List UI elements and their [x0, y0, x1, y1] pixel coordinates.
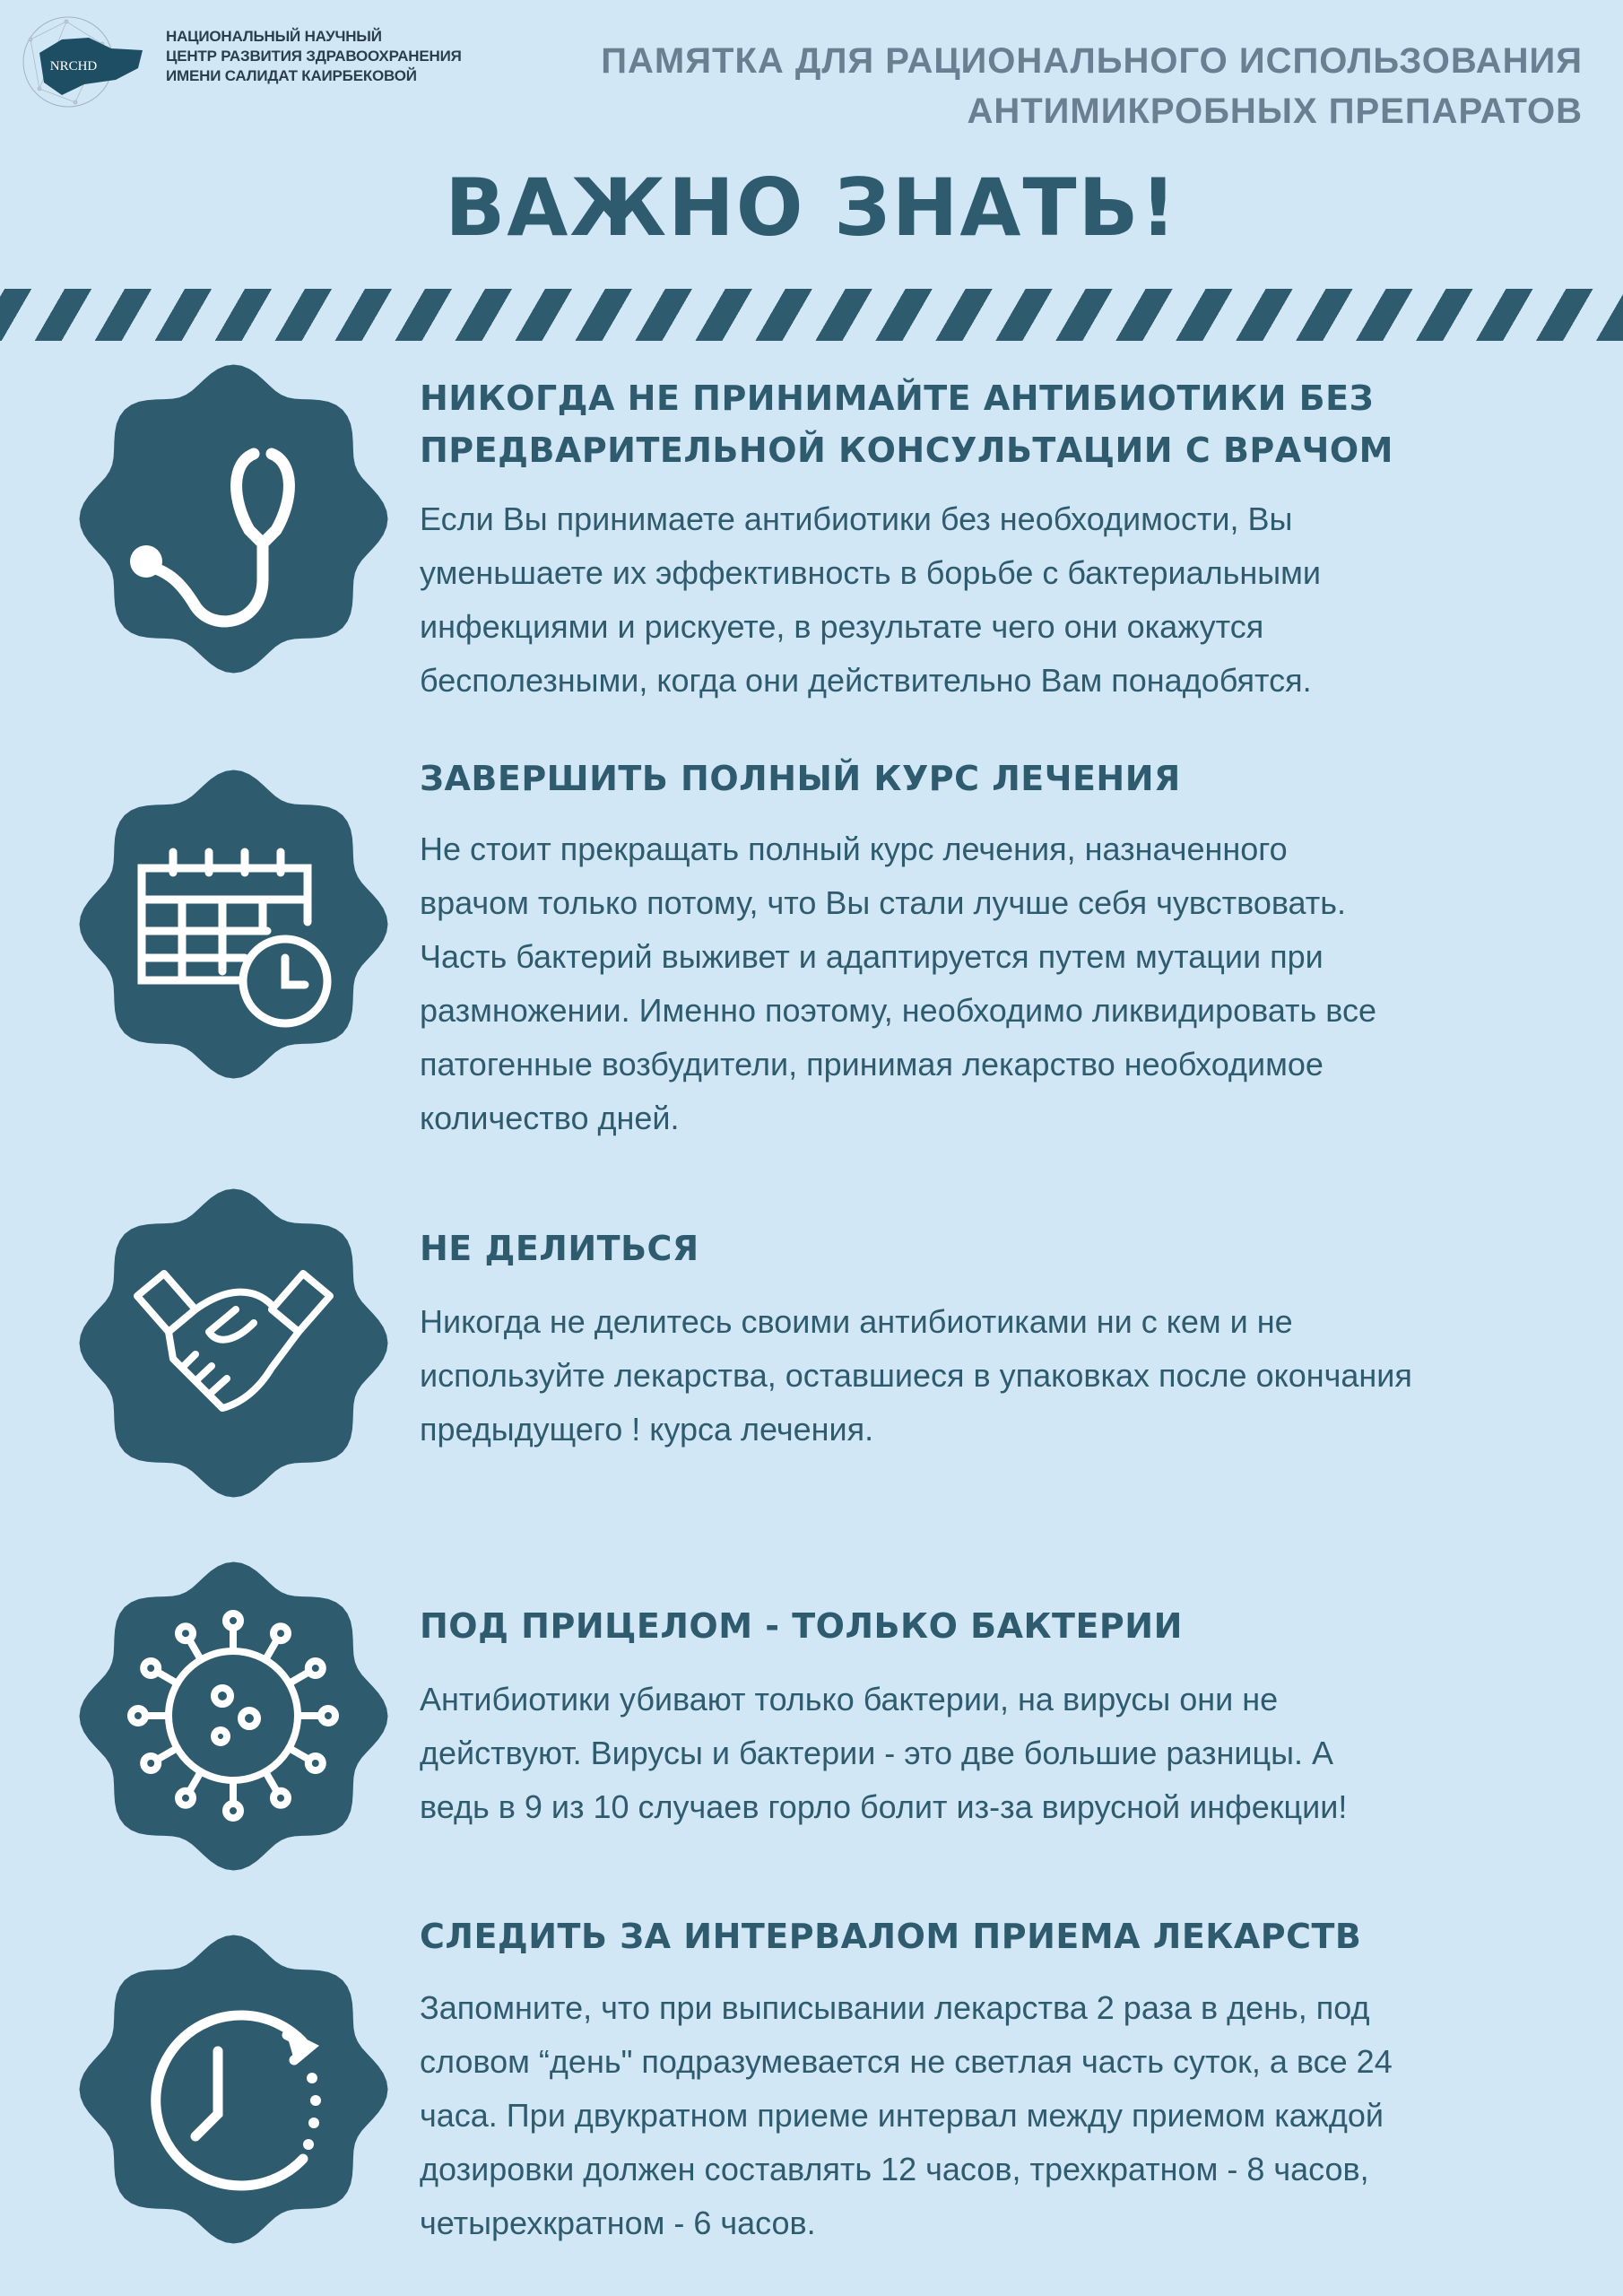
body-line: инфекциями и рискуете, в результате чего они окажутся: [420, 608, 1264, 645]
body-line: Если Вы принимаете антибиотики без необходимости, Вы: [420, 500, 1293, 537]
body-line: часа. При двукратном приеме интервал между приемом каждой: [420, 2097, 1384, 2134]
organization-name: [166, 27, 462, 86]
body-line: дозировки должен составлять 12 часов, трехкратном - 8 часов,: [420, 2151, 1369, 2187]
handshake-icon: [79, 1188, 388, 1498]
body-line: количество дней.: [420, 1100, 680, 1136]
heading-line: НЕ ДЕЛИТЬСЯ: [420, 1229, 699, 1268]
heading-line: ЗАВЕРШИТЬ ПОЛНЫЙ КУРС ЛЕЧЕНИЯ: [420, 759, 1181, 798]
section-heading: [420, 372, 1393, 476]
title-line: АНТИМИКРОБНЫХ ПРЕПАРАТОВ: [967, 91, 1583, 131]
body-line: действуют. Вирусы и бактерии - это две большие разницы. А: [420, 1735, 1334, 1771]
section-body: [420, 492, 1585, 708]
title-line: ПАМЯТКА ДЛЯ РАЦИОНАЛЬНОГО ИСПОЛЬЗОВАНИЯ: [601, 41, 1583, 81]
body-line: предыдущего ! курса лечения.: [420, 1411, 874, 1448]
section-heading: [420, 1910, 1361, 1962]
section-heading: [420, 752, 1181, 804]
stethoscope-icon: [79, 364, 388, 674]
hazard-stripes-divider: [0, 289, 1623, 341]
body-line: уменьшаете их эффективность в борьбе с бактериальными: [420, 554, 1321, 591]
body-line: Никогда не делитесь своими антибиотиками ни с кем и не: [420, 1303, 1293, 1340]
body-line: бесполезными, когда они действительно Вам понадобятся.: [420, 662, 1312, 699]
body-line: Не стоит прекращать полный курс лечения, назначенного: [420, 831, 1288, 867]
body-line: Антибиотики убивают только бактерии, на вирусы они не: [420, 1681, 1279, 1718]
heading-line: ПОД ПРИЦЕЛОМ - ТОЛЬКО БАКТЕРИИ: [420, 1606, 1183, 1646]
body-line: Запомните, что при выписывании лекарства 2 раза в день, под: [420, 1989, 1370, 2026]
org-line: НАЦИОНАЛЬНЫЙ НАУЧНЫЙ: [166, 28, 382, 45]
body-line: Часть бактерий выживет и адаптируется путем мутации при: [420, 938, 1324, 975]
section-body: [420, 822, 1585, 1145]
svg-text:NRCHD: NRCHD: [49, 59, 98, 74]
heading-line: СЛЕДИТЬ ЗА ИНТЕРВАЛОМ ПРИЕМА ЛЕКАРСТВ: [420, 1917, 1362, 1956]
document-title: [601, 36, 1583, 136]
section-body: [420, 1295, 1585, 1457]
body-line: словом “день" подразумевается не светлая часть суток, а все 24: [420, 2043, 1393, 2080]
clock-refresh-icon: [79, 1935, 388, 2244]
body-line: патогенные возбудители, принимая лекарство необходимое: [420, 1046, 1324, 1083]
body-line: размножении. Именно поэтому, необходимо ликвидировать все: [420, 992, 1377, 1029]
org-line: ЦЕНТР РАЗВИТИЯ ЗДРАВООХРАНЕНИЯ: [166, 48, 462, 65]
section-body: [420, 1981, 1585, 2250]
calendar-clock-icon: [79, 770, 388, 1079]
main-title: ВАЖНО ЗНАТЬ!: [445, 161, 1178, 254]
org-line: ИМЕНИ САЛИДАТ КАИРБЕКОВОЙ: [166, 67, 417, 84]
heading-line: НИКОГДА НЕ ПРИНИМАЙТЕ АНТИБИОТИКИ БЕЗ: [420, 378, 1375, 418]
virus-icon: [79, 1561, 388, 1871]
section-body: [420, 1673, 1585, 1834]
section-heading: [420, 1600, 1183, 1652]
heading-line: ПРЕДВАРИТЕЛЬНОЙ КОНСУЛЬТАЦИИ С ВРАЧОМ: [420, 430, 1393, 470]
nrchd-logo: [13, 13, 147, 111]
body-line: ведь в 9 из 10 случаев горло болит из-за вирусной инфекции!: [420, 1788, 1348, 1825]
body-line: используйте лекарства, оставшиеся в упаковках после окончания: [420, 1357, 1412, 1394]
body-line: врачом только потому, что Вы стали лучше себя чувствовать.: [420, 884, 1347, 921]
section-heading: [420, 1222, 699, 1274]
body-line: четырехкратном - 6 часов.: [420, 2205, 816, 2241]
